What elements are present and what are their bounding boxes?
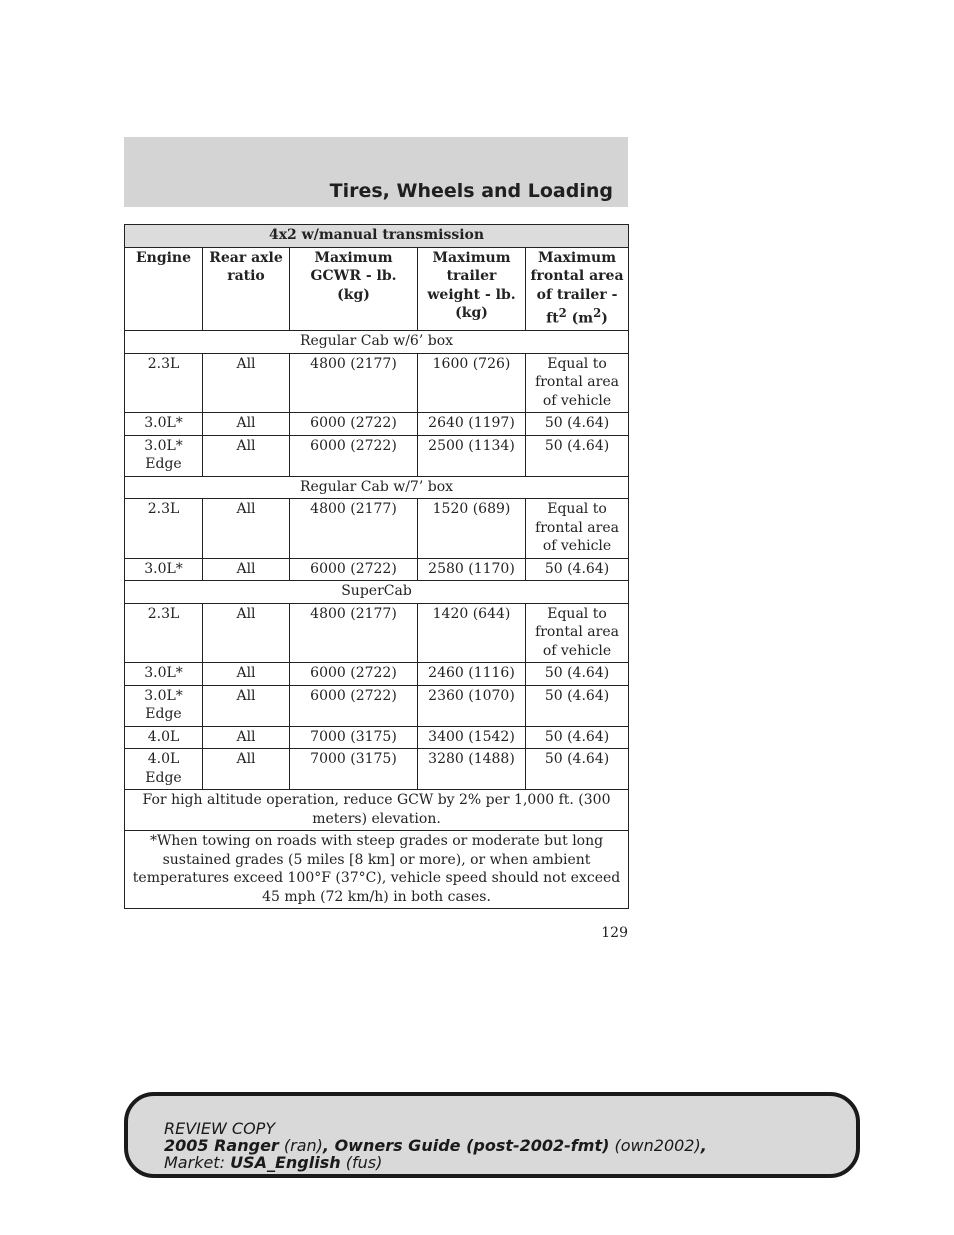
cell-area: 50 (4.64) [526, 726, 629, 749]
cell-area: 50 (4.64) [526, 413, 629, 436]
cell-gcwr: 6000 (2722) [290, 435, 418, 476]
table-row [125, 603, 629, 663]
cell-engine: 3.0L* Edge [125, 685, 203, 726]
group-header: Regular Cab w/6’ box [125, 331, 629, 354]
group-header: SuperCab [125, 581, 629, 604]
cell-engine: 3.0L* [125, 558, 203, 581]
section-header-band [124, 137, 628, 207]
cell-engine: 3.0L* [125, 413, 203, 436]
review-copy-text [164, 1120, 707, 1171]
cell-engine: 2.3L [125, 499, 203, 559]
review-copy-label: REVIEW COPY [164, 1119, 276, 1138]
col-header-gcwr: Maximum GCWR - lb. (kg) [290, 247, 418, 331]
cell-axle: All [203, 353, 290, 413]
review-copy-box [124, 1092, 860, 1178]
cell-trailer: 2460 (1116) [418, 663, 526, 686]
table-note-altitude: For high altitude operation, reduce GCW by 2% per 1,000 ft. (300 meters) elevation. [125, 790, 629, 831]
cell-area: 50 (4.64) [526, 749, 629, 790]
page-number: 129 [601, 925, 628, 941]
table-row [125, 413, 629, 436]
cell-trailer: 1600 (726) [418, 353, 526, 413]
cell-area: 50 (4.64) [526, 558, 629, 581]
cell-engine: 3.0L* Edge [125, 435, 203, 476]
review-copy-market-line: Market: USA_English (fus) [164, 1153, 383, 1172]
cell-trailer: 3280 (1488) [418, 749, 526, 790]
cell-gcwr: 4800 (2177) [290, 603, 418, 663]
col-header-trailer-weight: Maximum trailer weight - lb. (kg) [418, 247, 526, 331]
table-row [125, 663, 629, 686]
cell-engine: 4.0L [125, 726, 203, 749]
cell-area: 50 (4.64) [526, 663, 629, 686]
cell-engine: 4.0L Edge [125, 749, 203, 790]
table-row [125, 558, 629, 581]
cell-trailer: 1520 (689) [418, 499, 526, 559]
table-row [125, 749, 629, 790]
cell-trailer: 2500 (1134) [418, 435, 526, 476]
cell-gcwr: 6000 (2722) [290, 558, 418, 581]
cell-engine: 2.3L [125, 353, 203, 413]
col-header-engine: Engine [125, 247, 203, 331]
cell-axle: All [203, 413, 290, 436]
table-row [125, 685, 629, 726]
table-body [125, 331, 629, 790]
cell-gcwr: 6000 (2722) [290, 685, 418, 726]
cell-gcwr: 6000 (2722) [290, 663, 418, 686]
cell-trailer: 2360 (1070) [418, 685, 526, 726]
review-copy-model-line: 2005 Ranger (ran), Owners Guide (post-2002-fmt) (own2002), [164, 1136, 707, 1155]
cell-axle: All [203, 558, 290, 581]
col-header-frontal-area: Maximum frontal area of trailer - $ft^2$ $(m^2)$ [526, 247, 629, 331]
group-header: Regular Cab w/7’ box [125, 476, 629, 499]
table-note-towing: *When towing on roads with steep grades or moderate but long sustained grades (5 miles [8 km] or more), or when ambient temperatures exceed 100°F (37°C), vehicle speed should not exceed 45 mph (72 km/h) in both cases. [125, 831, 629, 909]
table-row [125, 499, 629, 559]
cell-trailer: 3400 (1542) [418, 726, 526, 749]
cell-gcwr: 4800 (2177) [290, 499, 418, 559]
cell-engine: 3.0L* [125, 663, 203, 686]
col-header-axle: Rear axle ratio [203, 247, 290, 331]
table-title: 4x2 w/manual transmission [125, 225, 629, 248]
towing-spec-table [124, 224, 629, 909]
cell-area: 50 (4.64) [526, 435, 629, 476]
cell-axle: All [203, 663, 290, 686]
table-row [125, 435, 629, 476]
cell-trailer: 2640 (1197) [418, 413, 526, 436]
cell-axle: All [203, 726, 290, 749]
cell-gcwr: 7000 (3175) [290, 726, 418, 749]
cell-axle: All [203, 435, 290, 476]
cell-area: Equal to frontal area of vehicle [526, 353, 629, 413]
cell-trailer: 2580 (1170) [418, 558, 526, 581]
table-row [125, 353, 629, 413]
cell-axle: All [203, 499, 290, 559]
cell-gcwr: 7000 (3175) [290, 749, 418, 790]
cell-area: Equal to frontal area of vehicle [526, 499, 629, 559]
cell-area: 50 (4.64) [526, 685, 629, 726]
cell-axle: All [203, 685, 290, 726]
cell-gcwr: 4800 (2177) [290, 353, 418, 413]
cell-gcwr: 6000 (2722) [290, 413, 418, 436]
cell-trailer: 1420 (644) [418, 603, 526, 663]
cell-axle: All [203, 749, 290, 790]
section-title: Tires, Wheels and Loading [329, 180, 613, 202]
cell-axle: All [203, 603, 290, 663]
table-row [125, 726, 629, 749]
cell-engine: 2.3L [125, 603, 203, 663]
cell-area: Equal to frontal area of vehicle [526, 603, 629, 663]
